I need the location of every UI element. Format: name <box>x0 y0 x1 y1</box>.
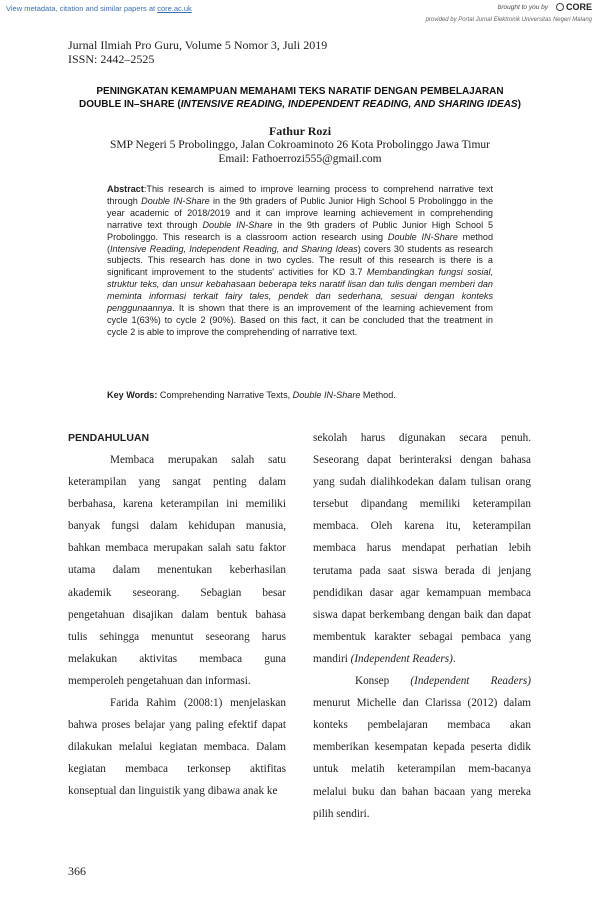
keywords-label: Key Words: <box>107 390 158 400</box>
paragraph-italic: (Independent Readers) <box>410 675 531 688</box>
author-affiliation-block <box>60 138 540 166</box>
right-column <box>313 427 531 825</box>
author-name: Fathur Rozi <box>268 124 332 138</box>
abstract <box>107 184 493 339</box>
core-logo[interactable] <box>556 2 592 12</box>
abstract-text: . It is shown that there is an improvement of the learning achievement from cycle 1(63%) to cycle 2 (90%). Based on this fact, it can be concluded that the treatment in cycle 2 is able to improve the comprehending of narrative text. <box>107 303 493 337</box>
paragraph: Membaca merupakan salah satu keterampilan yang sangat penting dalam berbahasa, karena keterampilan ini memiliki banyak fungsi dalam kehidupan manusia, bahkan membaca merupakan salah satu faktor utama dalam menentukan keberhasilan akademik seseorang. Sebagian besar pengetahuan disajikan dalam bentuk bahasa tulis sehingga menuntut seseorang harus melakukan aktivitas membaca guna memperoleh pengetahuan dan informasi. <box>68 454 286 687</box>
metadata-text: View metadata, citation and similar papers at <box>6 4 156 13</box>
paragraph <box>313 427 531 670</box>
abstract-italic: Double IN-Share <box>202 219 273 230</box>
title-line1: PENINGKATAN KEMAMPUAN MEMAHAMI TEKS NARATIF DENGAN PEMBELAJARAN <box>96 86 504 97</box>
title-italic: INTENSIVE READING, INDEPENDENT READING, AND SHARING IDEAS <box>180 99 518 110</box>
paragraph-text: menurut Michelle dan Clarissa (2012) dalam konteks pembelajaran membaca akan memberikan kesempatan kepada peserta didik untuk melatih keterampilan mem-bacanya melalui buku dan bahan bacaan yang mereka pilih sendiri. <box>313 697 531 820</box>
brought-to-you-text: brought to you by <box>497 4 548 11</box>
keywords-italic: Double IN-Share <box>292 390 361 400</box>
abstract-text: :This research is aimed to improve learning process to comprehend narrative text through <box>107 184 493 206</box>
abstract-italic: Intensive Reading, Independent Reading, and Sharing Ideas <box>110 243 358 254</box>
abstract-text: ) covers 30 students as research subjects. This research has done in two cycles. The result of this research is there is a significant improvement to the students' activities for KD 3.7 <box>107 243 493 278</box>
keywords <box>107 390 493 400</box>
journal-volume: Jurnal Ilmiah Pro Guru, Volume 5 Nomor 3, Juli 2019 <box>68 38 328 52</box>
paragraph-italic: (Independent Readers) <box>350 652 453 665</box>
title-suffix: ) <box>517 99 521 110</box>
core-banner <box>0 0 600 26</box>
title-prefix: DOUBLE IN–SHARE ( <box>79 99 181 110</box>
paragraph: Farida Rahim (2008:1) menjelaskan bahwa proses belajar yang paling efektif dapat dilakukan melalui kegiatan membaca. Dalam kegiatan membaca terkonsep aktifitas konseptual dan linguistik yang dibawa anak ke <box>68 697 286 798</box>
keywords-text: Method. <box>360 390 396 400</box>
journal-header <box>68 38 327 66</box>
paragraph <box>313 670 531 825</box>
core-label: CORE <box>565 2 592 12</box>
abstract-italic: Membandingkan fungsi sosial, struktur teks, dan unsur kebahasaan beberapa teks naratif lisan dan tulis dengan memberi dan meminta informasi terkait fairy tales, pendek dan sederhana, sesuai dengan konteks penggunaannya <box>107 267 493 314</box>
abstract-text: method ( <box>107 231 493 254</box>
provided-by-text: provided by Portal Jurnal Elektronik Universitas Negeri Malang <box>425 17 592 23</box>
paper-title <box>60 85 540 111</box>
journal-issn: ISSN: 2442–2525 <box>68 52 155 66</box>
paragraph-text: . <box>452 652 456 665</box>
core-icon <box>556 3 564 11</box>
abstract-italic: Double IN-Share <box>387 231 458 242</box>
abstract-text: in the 9th graders of Public Junior High School 5 Probolinggo in the year academic of 2018/2019 and it can improve learning achievement in comprehending narrative text through <box>107 195 494 230</box>
abstract-label: Abstract <box>107 184 144 194</box>
paragraph-text: Konsep <box>355 675 411 688</box>
abstract-italic: Double IN-Share <box>141 195 210 206</box>
author-email: Email: Fathoerrozi555@gmail.com <box>218 153 382 165</box>
left-column <box>68 427 286 803</box>
title-line2 <box>60 98 540 111</box>
core-link[interactable]: core.ac.uk <box>157 4 192 13</box>
section-heading: PENDAHULUAN <box>68 432 150 444</box>
paragraph-text: sekolah harus digunakan secara penuh. Seseorang dapat berinteraksi dengan bahasa yang sudah dialihkodekan dalam tulisan orang tersebut dipandang memiliki keterampilan membaca. Oleh karena itu, keterampilan membaca harus mendapat perhatian lebih terutama pada saat siswa berada di jenjang pendidikan dasar agar kemampuan membaca siswa dapat berkembang dengan baik dan dapat membentuk karakter sebagai pembaca yang mandiri <box>313 432 531 665</box>
abstract-text: in the 9th graders of Public Junior High School 5 Probolinggo. This research is a classroom action research using <box>107 219 494 242</box>
keywords-text: Comprehending Narrative Texts, <box>157 390 293 400</box>
metadata-notice <box>6 4 192 13</box>
page-number: 366 <box>68 864 86 878</box>
author-affiliation: SMP Negeri 5 Probolinggo, Jalan Cokroaminoto 26 Kota Probolinggo Jawa Timur <box>109 139 491 151</box>
